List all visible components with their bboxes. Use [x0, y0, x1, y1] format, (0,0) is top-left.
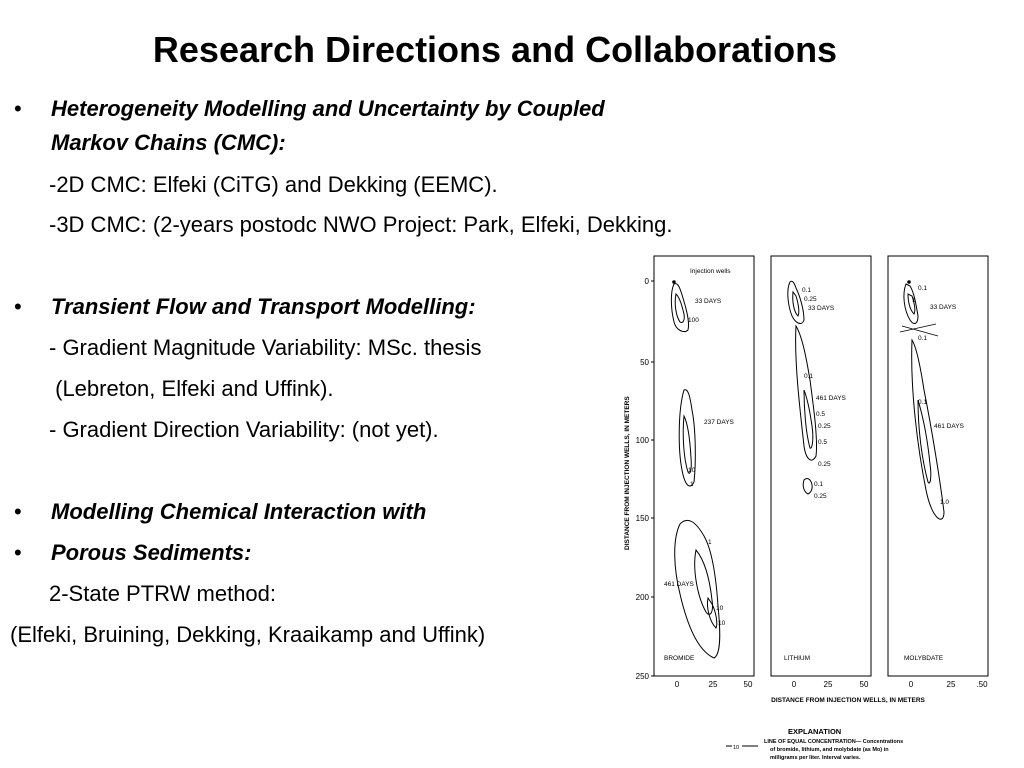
x-tick: .50: [976, 680, 988, 689]
lithium-panel-name: LITHIUM: [784, 655, 810, 662]
x-tick: 0: [674, 680, 680, 689]
lithium-contour: 0.5: [816, 411, 826, 418]
chemical-line-method: 2-State PTRW method:: [49, 581, 277, 606]
transient-line-authors: (Lebreton, Elfeki and Uffink).: [49, 376, 334, 401]
chemical-heading-line1: Modelling Chemical Interaction with: [51, 499, 427, 524]
legend-line2: of bromide, lithium, and molybdate (as Mo) in: [770, 747, 889, 753]
explanation-heading: EXPLANATION: [788, 727, 842, 736]
molybdate-contour: 1.0: [940, 499, 950, 506]
bullet-marker: •: [14, 499, 22, 524]
y-tick: 250: [635, 672, 649, 681]
transient-heading: Transient Flow and Transport Modelling:: [51, 294, 476, 319]
molybdate-33-days: 33 DAYS: [930, 304, 957, 311]
y-tick: 50: [640, 358, 649, 367]
lithium-contour: 0.1: [814, 481, 824, 488]
chemical-line-authors: (Elfeki, Bruining, Dekking, Kraaikamp and Uffink): [10, 622, 486, 647]
transient-line-magnitude: - Gradient Magnitude Variability: MSc. thesis: [49, 335, 482, 360]
x-tick: 0: [791, 680, 797, 689]
x-axis-label: DISTANCE FROM INJECTION WELLS, IN METERS: [771, 697, 925, 704]
y-tick: 150: [635, 514, 649, 523]
y-tick: 0: [644, 277, 649, 286]
plume-figure: [618, 250, 1024, 768]
x-tick: 25: [823, 680, 833, 689]
molybdate-contour: 1: [912, 297, 916, 304]
bromide-contour-10: 10: [718, 620, 726, 627]
cmc-line-3d: -3D CMC: (2-years postodc NWO Project: Park, Elfeki, Dekking.: [49, 212, 673, 237]
lithium-contour: 0.1: [804, 373, 814, 380]
cmc-heading-line1: Heterogeneity Modelling and Uncertainty by Coupled: [51, 96, 605, 121]
x-tick: 50: [743, 680, 753, 689]
plume-diagram: [618, 250, 1024, 768]
y-tick: 200: [635, 593, 649, 602]
bromide-461-days: 461 DAYS: [664, 581, 694, 588]
bromide-wells-label: Injection wells: [690, 268, 731, 275]
x-tick: 25: [708, 680, 718, 689]
transient-line-direction: - Gradient Direction Variability: (not yet).: [49, 417, 439, 442]
lithium-contour: 0.25: [804, 296, 817, 303]
y-tick: 100: [635, 436, 649, 445]
x-tick: 25: [946, 680, 956, 689]
x-tick: 0: [908, 680, 914, 689]
y-axis-label: DISTANCE FROM INJECTION WELLS, IN METERS: [624, 396, 631, 550]
x-tick: 50: [859, 680, 869, 689]
molybdate-contour: 0.1: [918, 335, 928, 342]
bromide-contour-1: 1: [708, 539, 712, 546]
bromide-panel-name: BROMIDE: [664, 655, 695, 662]
molybdate-contour: 0.1: [918, 399, 928, 406]
bromide-contour-100: 100: [688, 317, 699, 324]
lithium-33-days: 33 DAYS: [808, 305, 835, 312]
lithium-contour: 0.1: [802, 287, 812, 294]
lithium-contour: 0.5: [818, 439, 828, 446]
molybdate-contour: 0.1: [918, 285, 928, 292]
legend-line3: milligrams per liter. Interval varies.: [770, 755, 861, 761]
bromide-33-days: 33 DAYS: [695, 298, 722, 305]
bromide-237-days: 237 DAYS: [704, 419, 734, 426]
lithium-contour: 0.25: [818, 461, 831, 468]
legend-tick-value: 10: [733, 745, 740, 751]
bromide-contour-10: 10: [688, 467, 696, 474]
lithium-contour: 0.25: [814, 493, 827, 500]
bullet-marker: •: [14, 96, 22, 121]
cmc-line-2d: -2D CMC: Elfeki (CiTG) and Dekking (EEMC).: [49, 172, 498, 197]
bullet-marker: •: [14, 540, 22, 565]
molybdate-panel-name: MOLYBDATE: [904, 655, 944, 662]
chemical-heading-line2: Porous Sediments:: [51, 540, 252, 565]
bromide-contour-10: 10: [716, 605, 724, 612]
lithium-461-days: 461 DAYS: [816, 395, 846, 402]
cmc-heading-line2: Markov Chains (CMC):: [51, 130, 286, 155]
slide-title: Research Directions and Collaborations: [152, 29, 838, 70]
bromide-contour-1: 1: [690, 481, 694, 488]
bullet-marker: •: [14, 294, 22, 319]
molybdate-461-days: 461 DAYS: [934, 423, 964, 430]
legend-line1: LINE OF EQUAL CONCENTRATION— Concentrations: [764, 739, 904, 745]
lithium-contour: 0.25: [818, 423, 831, 430]
